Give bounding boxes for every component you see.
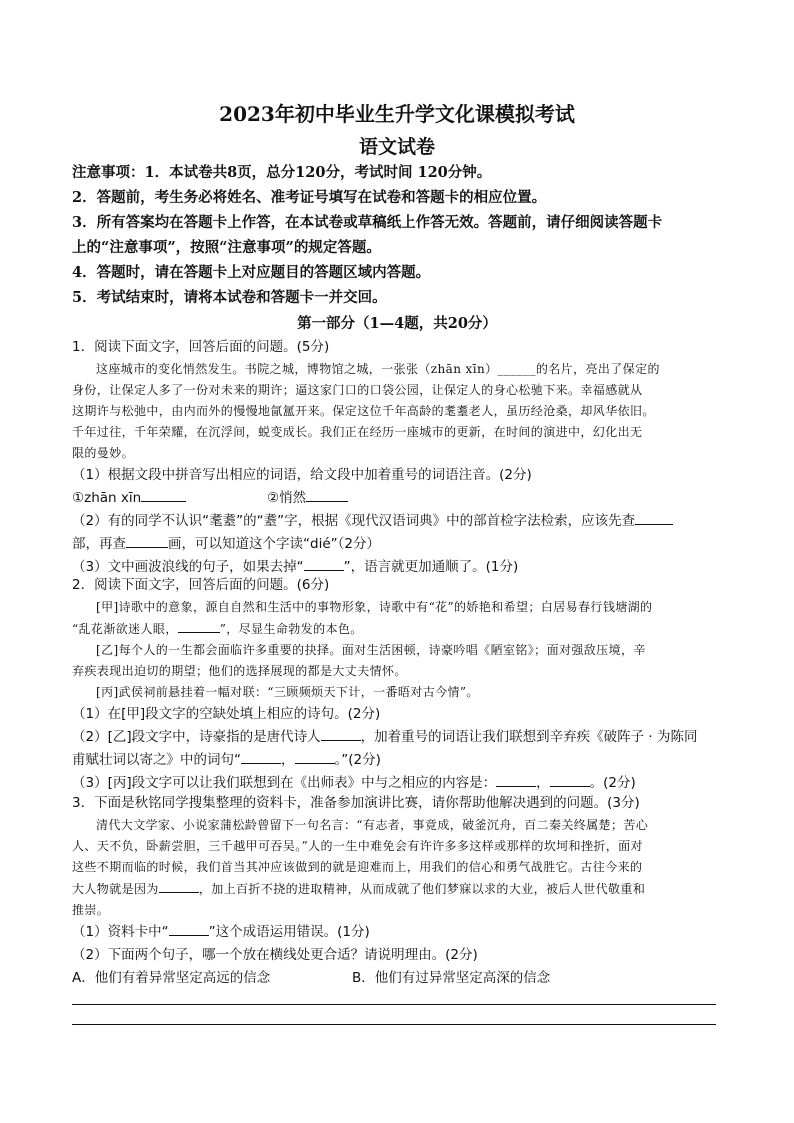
answer-blank[interactable] xyxy=(306,487,348,502)
notice-line-4: 4．答题时，请在答题卡上对应题目的答题区域内答题。 xyxy=(72,264,431,281)
sub-text: 甫赋壮词以寄之》中的词句“ xyxy=(72,752,241,768)
sub-text: ， xyxy=(281,752,295,768)
notice-line-3b: 上的“注意事项”，按照“注意事项”的规定答题。 xyxy=(72,239,381,256)
passage-line: 人、天不负，卧薪尝胆，三千越甲可吞吴。”人的一生中难免会有许许多多这样或那样的坎坷和挫折，面对 xyxy=(72,839,643,853)
passage-line: 推崇。 xyxy=(72,903,110,917)
passage-line: 这些不期而临的时候，我们首当其冲应该做到的就是迎难而上，用我们的信心和勇气战胜它。古往今来的 xyxy=(72,860,643,874)
answer-blank[interactable] xyxy=(550,772,590,787)
option-b[interactable]: B．他们有过异常坚定高深的信念 xyxy=(352,970,551,986)
question-1-passage xyxy=(72,359,722,464)
sub-text: ”这个成语运用错误。(1分) xyxy=(208,924,370,940)
answer-blank[interactable] xyxy=(321,726,361,741)
notice-block xyxy=(72,160,732,310)
sub-text: ”，尽显生命勃发的本色。 xyxy=(219,622,363,636)
sub-text: ，加着重号的词语让我们联想到辛弃疾《破阵子 · 为陈同 xyxy=(360,729,698,745)
answer-blank[interactable] xyxy=(635,510,673,525)
sub-text: 部，再查 xyxy=(72,536,126,552)
sub-text: 画，可以知道这个字读“dié”（2分） xyxy=(168,536,380,552)
sub-text: ”，语言就更加通顺了。(1分) xyxy=(343,559,519,575)
sub-text: （3）文中画波浪线的句子，如果去掉“ xyxy=(72,559,304,575)
exam-subtitle: 语文试卷 xyxy=(358,136,435,158)
answer-blank[interactable] xyxy=(241,749,281,764)
question-3-sub-2: （2）下面两个句子，哪一个放在横线处更合适？请说明理由。(2分) xyxy=(72,947,478,963)
question-2-sub-2b xyxy=(72,749,722,772)
exam-title: 2023年初中毕业生升学文化课模拟考试 xyxy=(219,102,575,126)
sub-text: （2）有的同学不认识“耄耋”的“耋”字，根据《现代汉语词典》中的部首检字法检索，应该先查 xyxy=(72,513,636,529)
sub-text: 。”(2分) xyxy=(334,752,381,768)
passage-line: 清代大文学家、小说家蒲松龄曾留下一句名言：“有志者，事竟成，破釜沉舟，百二秦关终属楚；苦心 xyxy=(96,818,649,832)
passage-line: [丙]武侯祠前悬挂着一幅对联：“三顾频烦天下计，一番晤对古今情”。 xyxy=(96,685,479,699)
answer-blank[interactable] xyxy=(169,921,209,936)
answer-blank[interactable] xyxy=(141,487,186,502)
sub-text: “乱花渐欲迷人眼， xyxy=(72,622,178,636)
answer-label-b: ②悄然 xyxy=(267,490,307,506)
passage-line: [乙]每个人的一生都会面临许多重要的抉择。面对生活困顿，诗豪吟唱《陋室铭》；面对强敌压境，辛 xyxy=(96,643,646,657)
answer-line[interactable] xyxy=(72,1004,716,1005)
answer-blank[interactable] xyxy=(178,618,220,633)
question-1-sub-1-answers xyxy=(72,487,722,510)
sub-text: ，加上百折不挠的进取精神，从而成就了他们梦寐以求的大业，被后人世代敬重和 xyxy=(198,882,646,896)
question-3 xyxy=(72,792,722,990)
question-2-sub-1: （1）在[甲]段文字的空缺处填上相应的诗句。(2分) xyxy=(72,706,381,722)
answer-blank[interactable] xyxy=(304,556,344,571)
answer-blank[interactable] xyxy=(496,772,536,787)
passage-line: 身份，让保定人多了一份对未来的期许；逼这家门口的口袋公园，让保定人的身心松驰下来。幸福感就从 xyxy=(72,383,643,397)
answer-blank[interactable] xyxy=(159,878,199,893)
question-1-sub-1: （1）根据文段中拼音写出相应的词语，给文段中加着重号的词语注音。(2分) xyxy=(72,467,532,483)
answer-label-a: ①zhān xīn xyxy=(72,490,142,506)
question-1-sub-2b xyxy=(72,533,722,556)
notice-line-5: 5．考试结束时，请将本试卷和答题卡一并交回。 xyxy=(72,289,387,306)
sub-text: ， xyxy=(536,775,550,791)
passage-line: 这座城市的变化悄然发生。书院之城，博物馆之城，一张张（zhān xīn）______的名片，亮出了保定的 xyxy=(96,362,660,376)
sub-text: 大人物就是因为 xyxy=(72,882,159,896)
passage-line: 弃疾表现出迫切的期望；他们的选择展现的都是大丈夫情怀。 xyxy=(72,664,407,678)
question-1-stem: 1．阅读下面文字，回答后面的问题。(5分) xyxy=(72,339,330,355)
passage-line xyxy=(72,878,722,900)
question-3-passage xyxy=(72,815,722,921)
sub-text: （1）资料卡中“ xyxy=(72,924,169,940)
passage-line: [甲]诗歌中的意象，源自自然和生活中的事物形象，诗歌中有“花”的娇艳和希望；白居易春行钱塘湖的 xyxy=(96,600,653,614)
option-a[interactable]: A．他们有着异常坚定高远的信念 xyxy=(72,970,271,986)
section-heading: 第一部分（1—4题，共20分） xyxy=(297,315,497,332)
sub-text: （2）[乙]段文字中，诗豪指的是唐代诗人 xyxy=(72,729,321,745)
passage-line: 限的曼妙。 xyxy=(72,446,135,460)
question-2-sub-2a xyxy=(72,726,722,749)
answer-blank[interactable] xyxy=(126,533,168,548)
notice-line-1: 注意事项：1．本试卷共8页，总分120分，考试时间 120分钟。 xyxy=(72,164,492,181)
sub-text: （3）[丙]段文字可以让我们联想到在《出师表》中与之相应的内容是： xyxy=(72,775,497,791)
notice-line-2: 2．答题前，考生务必将姓名、准考证号填写在试卷和答题卡的相应位置。 xyxy=(72,189,547,206)
question-3-stem: 3．下面是秋铭同学搜集整理的资料卡，准备参加演讲比赛，请你帮助他解决遇到的问题。(3分) xyxy=(72,795,640,811)
question-1-sub-2a xyxy=(72,510,722,533)
question-2-stem: 2．阅读下面文字，回答后面的问题。(6分) xyxy=(72,577,330,593)
question-3-options xyxy=(72,967,722,990)
question-2-passage-bing xyxy=(72,682,722,703)
question-2-passage-jia xyxy=(72,597,722,640)
answer-blank[interactable] xyxy=(295,749,335,764)
question-3-sub-1 xyxy=(72,921,722,944)
notice-line-3a: 3．所有答案均在答题卡上作答，在本试卷或草稿纸上作答无效。答题前，请仔细阅读答题卡 xyxy=(72,214,663,231)
question-2 xyxy=(72,574,722,795)
sub-text: 。(2分) xyxy=(589,775,636,791)
passage-line: 千年过往，千年荣耀，在沉浮间，蜕变成长。我们正在经历一座城市的更新，在时间的演进中，幻化出无 xyxy=(72,425,643,439)
answer-line[interactable] xyxy=(72,1024,716,1025)
passage-line xyxy=(72,618,722,640)
question-1 xyxy=(72,336,722,579)
question-2-passage-yi xyxy=(72,640,722,682)
passage-line: 这期许与松弛中，由内而外的慢慢地氤氲开来。保定这位千年高龄的耄耋老人，虽历经沧桑，却风华依旧。 xyxy=(72,404,655,418)
